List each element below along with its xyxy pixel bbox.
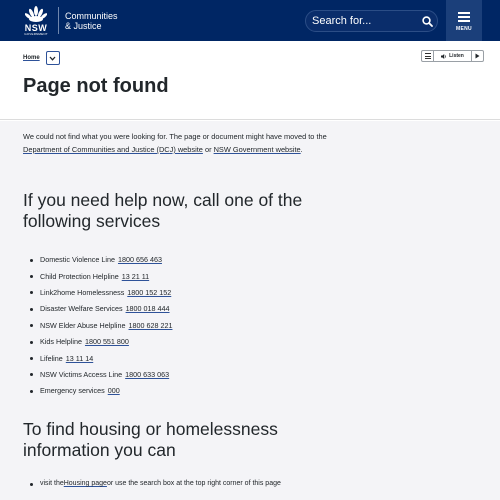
housing-page-link[interactable]: Housing page [63,480,107,487]
logo-government-text: GOVERNMENT [24,31,48,36]
search-input[interactable] [305,10,438,32]
search-icon[interactable] [417,11,437,31]
hamburger-icon [458,10,470,24]
phone-link[interactable]: 13 11 14 [65,353,94,363]
list-item: NSW Victims Access Line 1800 633 063 [30,367,172,383]
chevron-down-icon [49,56,56,61]
phone-link[interactable]: 1800 152 152 [127,287,172,297]
page-title-band [0,41,500,120]
phone-link[interactable]: 13 21 11 [121,271,150,281]
housing-list [30,476,281,492]
listen-widget [421,50,484,62]
menu-button[interactable] [446,0,482,41]
phone-link[interactable]: 1800 656 463 [117,255,162,265]
list-item: Link2home Homelessness 1800 152 152 [30,285,172,301]
dcj-website-link[interactable]: Department of Communities and Justice (DCJ) website [23,145,203,154]
main-content [0,121,500,500]
listen-label: Listen [449,53,464,59]
intro-paragraph [23,130,333,156]
listen-play-button[interactable] [471,51,483,61]
nsw-government-website-link[interactable]: NSW Government website [213,145,301,154]
intro-text-2: or [202,145,214,154]
list-item: Kids Helpline 1800 551 800 [30,334,172,350]
agency-name [65,11,118,31]
bullet [30,291,33,294]
housing-heading: To find housing or homelessness information you can [23,419,278,460]
phone-link[interactable]: 1800 551 800 [84,337,129,347]
intro-text-3: . [300,145,303,154]
play-icon [475,53,480,59]
bullet [30,341,33,344]
menu-label: MENU [456,25,472,32]
waratah-icon [25,6,47,23]
phone-link[interactable]: 1800 018 444 [125,304,170,314]
bullet [30,324,33,327]
bullet [30,390,33,393]
help-services-heading: If you need help now, call one of the following services [23,190,303,231]
speaker-icon [441,54,447,59]
bullet [30,357,33,360]
agency-line-2: & Justice [65,20,102,31]
bullet [30,308,33,311]
phone-link[interactable]: 000 [107,386,120,396]
nsw-logo-link[interactable] [23,5,118,36]
list-item: Lifeline 13 11 14 [30,350,172,366]
breadcrumb-expand-button[interactable] [46,51,60,65]
list-item: Emergency services 000 [30,383,172,399]
list-item: Domestic Violence Line 1800 656 463 [30,252,172,268]
breadcrumb [23,51,60,65]
logo-nsw-text: NSW [24,22,48,33]
listen-button[interactable] [434,53,471,59]
page-title: Page not found [23,75,169,97]
help-services-list [30,252,172,400]
logo-divider [58,7,59,34]
bullet [30,275,33,278]
list-item: Disaster Welfare Services 1800 018 444 [30,301,172,317]
search-placeholder: Search for... [312,15,372,27]
breadcrumb-home-link[interactable]: Home [23,55,40,61]
list-item: Child Protection Helpline 13 21 11 [30,268,172,284]
list-item: NSW Elder Abuse Helpline 1800 628 221 [30,318,172,334]
nsw-waratah-logo [23,6,49,36]
site-header [0,0,500,41]
phone-link[interactable]: 1800 628 221 [128,320,173,330]
bullet [30,259,33,262]
list-item: visit the Housing page or use the search box at the top right corner of this page [30,476,281,492]
bullet [30,373,33,376]
phone-link[interactable]: 1800 633 063 [125,369,170,379]
bullet [30,483,33,486]
agency-line-1: Communities [65,10,118,21]
listen-menu-button[interactable] [422,51,434,61]
intro-text-1: We could not find what you were looking for. The page or document might have moved to the [23,132,327,141]
